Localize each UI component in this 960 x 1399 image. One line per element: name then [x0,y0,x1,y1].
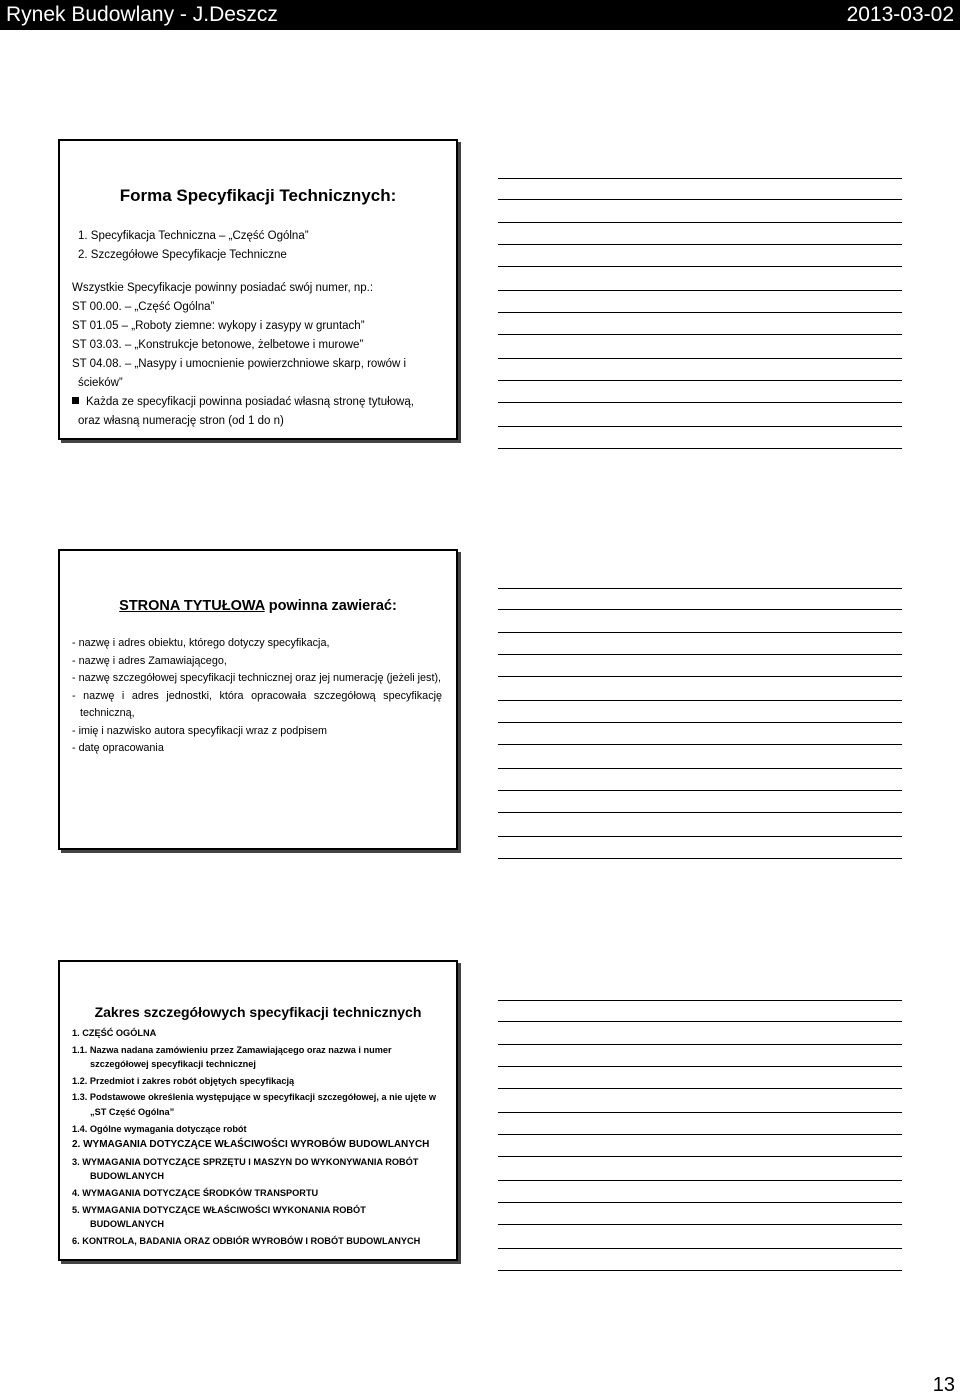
note-line [498,654,902,655]
note-line [498,609,902,610]
slide-line: 1. Specyfikacja Techniczna – „Część Ogólna” [78,230,309,242]
slide-title: Zakres szczegółowych specyfikacji technicznych [94,1004,422,1020]
note-line [498,312,902,313]
note-line [498,1000,902,1001]
note-line [498,790,902,791]
note-line [498,1044,902,1045]
slide-line: 1.3. Podstawowe określenia występujące w specyfikacji szczegółowej, a nie ujęte w [72,1092,437,1103]
note-line [498,722,902,723]
slide-line: ścieków” [78,377,123,389]
slide-line: 2. Szczegółowe Specyfikacje Techniczne [78,249,287,261]
slide-line: ST 00.00. – „Część Ogólna” [72,301,215,313]
note-line [498,358,902,359]
note-line [498,700,902,701]
header-title: Rynek Budowlany - J.Deszcz [6,3,278,26]
slide-line: 1.2. Przedmiot i zakres robót objętych specyfikacją [72,1075,295,1086]
slide-line: BUDOWLANYCH [90,1219,165,1230]
slide-forma-specyfikacji [58,139,458,440]
slide-title: Forma Specyfikacji Technicznych: [119,186,397,205]
slide-line: ST 03.03. – „Konstrukcje betonowe, żelbetowe i murowe” [72,339,364,351]
note-line [498,836,902,837]
slide-line: 1. CZĘŚĆ OGÓLNA [72,1028,157,1038]
note-line [498,1112,902,1113]
slide-body [72,635,442,758]
slide-line: Wszystkie Specyfikacje powinny posiadać swój numer, np.: [72,282,374,294]
slide-line: szczegółowej specyfikacji technicznej [90,1059,256,1070]
note-line [498,676,902,677]
note-line [498,1224,902,1225]
note-line [498,178,902,179]
slide-line: ST 01.05 – „Roboty ziemne: wykopy i zasypy w gruntach” [72,320,365,332]
slide-line: 5. WYMAGANIA DOTYCZĄCE WŁAŚCIWOŚCI WYKONANIA ROBÓT [72,1204,366,1215]
note-line [498,244,902,245]
slide-line: 2. WYMAGANIA DOTYCZĄCE WŁAŚCIWOŚCI WYROBÓW BUDOWLANYCH [72,1139,430,1151]
note-line [498,290,902,291]
slide-body [72,227,442,431]
list-item: - nazwę i adres jednostki, która opracowała szczegółową specyfikację techniczną, [72,689,442,719]
note-line [498,448,902,449]
slide-line: ST 04.08. – „Nasypy i umocnienie powierzchniowe skarp, rowów i [72,358,407,370]
note-line [498,858,902,859]
note-line [498,1270,902,1271]
note-line [498,1156,902,1157]
note-line [498,266,902,267]
slide-line: BUDOWLANYCH [90,1171,165,1182]
slide-strona-tytulowa [58,549,458,850]
note-line [498,222,902,223]
note-line [498,744,902,745]
note-line [498,1088,902,1089]
note-line [498,199,902,200]
note-line [498,380,902,381]
note-line [498,812,902,813]
page-number: 13 [932,1374,955,1396]
slide-bullet-line [72,393,442,412]
slide-zakres-specyfikacji [58,960,458,1261]
note-line [498,334,902,335]
note-line [498,1180,902,1181]
note-line [498,1134,902,1135]
slide-line: 1.1. Nazwa nadana zamówieniu przez Zamawiającego oraz nazwa i numer [72,1044,392,1055]
slide-line: „ST Część Ogólna” [90,1106,175,1117]
slide-title-underlined: STRONA TYTUŁOWA [119,598,265,614]
slide-line: 6. KONTROLA, BADANIA ORAZ ODBIÓR WYROBÓW I ROBÓT BUDOWLANYCH [72,1235,421,1246]
list-item: - nazwę i adres Zamawiającego, [72,654,227,667]
square-bullet-icon [72,397,79,404]
slide-line: Każda ze specyfikacji powinna posiadać własną stronę tytułową, [86,396,414,408]
list-item: - imię i nazwisko autora specyfikacji wraz z podpisem [72,724,328,737]
note-line [498,1202,902,1203]
list-item: - nazwę szczegółowej specyfikacji technicznej oraz jej numerację (jeżeli jest), [72,672,442,684]
note-line [498,402,902,403]
slide-line: oraz własną numerację stron (od 1 do n) [78,415,284,427]
page-header [0,0,960,30]
note-line [498,632,902,633]
slide-title-rest: powinna zawierać: [264,598,397,614]
note-line [498,426,902,427]
header-date: 2013-03-02 [846,3,954,26]
note-line [498,588,902,589]
note-line [498,768,902,769]
slide-line: 4. WYMAGANIA DOTYCZĄCE ŚRODKÓW TRANSPORTU [72,1187,319,1198]
list-item: - nazwę i adres obiektu, którego dotyczy specyfikacja, [72,637,330,649]
slide-title [60,598,456,614]
slide-line: 1.4. Ogólne wymagania dotyczące robót [72,1123,247,1134]
note-line [498,1021,902,1022]
slide-body [72,1026,442,1248]
note-line [498,1066,902,1067]
list-item: - datę opracowania [72,742,164,754]
note-line [498,1248,902,1249]
slide-line: 3. WYMAGANIA DOTYCZĄCE SPRZĘTU I MASZYN DO WYKONYWANIA ROBÓT [72,1156,419,1167]
